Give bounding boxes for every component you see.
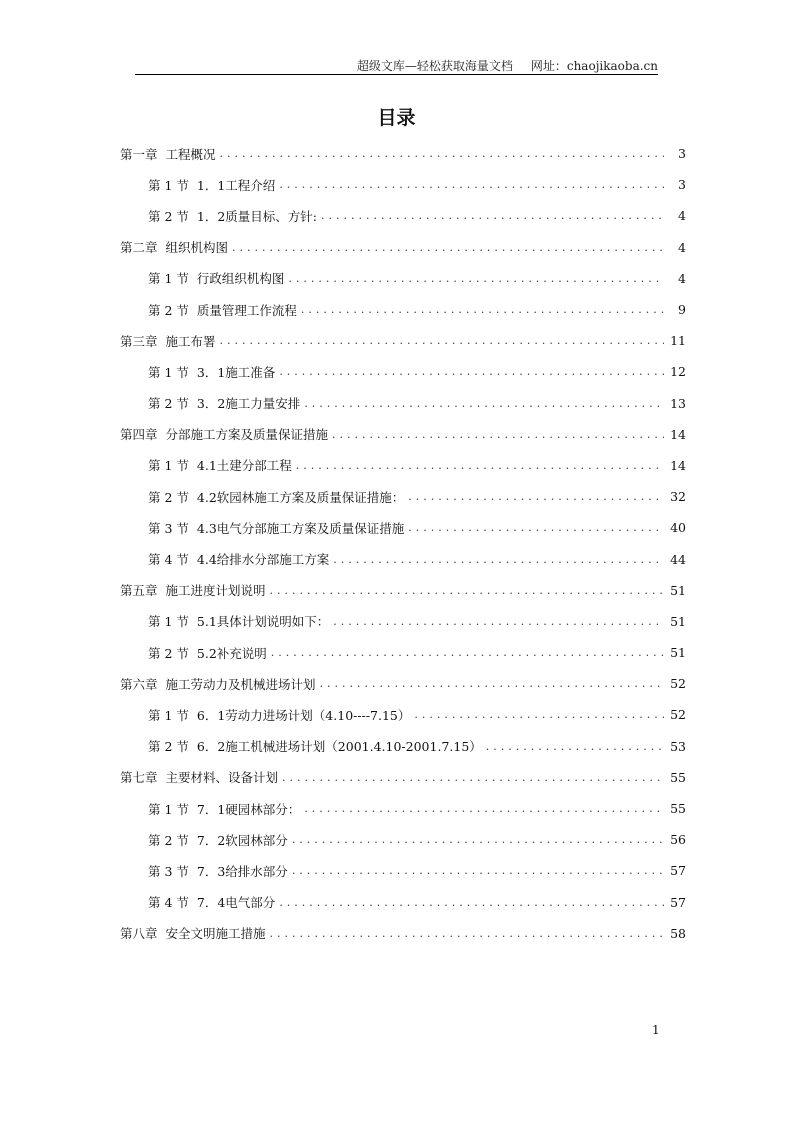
table-of-contents [120, 138, 686, 949]
header-site-url: 网址：chaojikaoba.cn [530, 59, 658, 73]
toc-entry-title: 1．2质量目标、方针: [196, 208, 318, 224]
toc-entry-label: 第 1 节 [148, 458, 189, 474]
toc-page-number: 51 [670, 645, 686, 661]
toc-chapter-entry[interactable] [120, 762, 686, 793]
toc-entry-label: 第 1 节 [148, 177, 189, 193]
toc-entry-text [148, 612, 329, 630]
toc-entry-text [148, 176, 275, 194]
toc-section-entry[interactable] [120, 699, 686, 730]
toc-section-entry[interactable] [120, 606, 686, 637]
toc-page-number: 3 [678, 177, 686, 193]
toc-dot-leader [220, 334, 664, 347]
toc-entry-title: 1．1工程介绍 [196, 177, 276, 193]
toc-entry-text [120, 768, 278, 786]
toc-entry-title: 5.2补充说明 [196, 645, 267, 661]
toc-entry-text [148, 800, 300, 818]
toc-entry-label: 第三章 [120, 333, 158, 349]
toc-entry-label: 第 2 节 [148, 489, 189, 505]
toc-entry-title: 7．2软园林部分 [196, 832, 288, 848]
toc-entry-text [148, 394, 300, 412]
toc-entry-text [148, 519, 404, 537]
toc-entry-title: 施工进度计划说明 [165, 583, 266, 599]
header-library-name: 超级文库—轻松获取海量文档 [356, 59, 513, 73]
toc-entry-text [148, 644, 267, 662]
toc-entry-label: 第五章 [120, 583, 158, 599]
toc-entry-title: 4.4给排水分部施工方案 [196, 552, 330, 568]
toc-page-number: 4 [678, 239, 686, 255]
toc-entry-label: 第二章 [120, 240, 158, 256]
toc-entry-label: 第六章 [120, 676, 158, 692]
toc-entry-title: 7．1硬园林部分： [196, 801, 301, 817]
toc-page-number: 9 [678, 302, 686, 318]
toc-dot-leader [270, 584, 664, 597]
toc-entry-text [148, 456, 292, 474]
toc-entry-text [148, 893, 275, 911]
toc-page-number: 52 [670, 676, 686, 692]
toc-dot-leader [292, 833, 664, 846]
toc-page-number: 11 [670, 333, 686, 349]
toc-entry-label: 第八章 [120, 926, 158, 942]
toc-entry-label: 第 1 节 [148, 707, 189, 723]
header-divider [135, 74, 658, 75]
toc-page-number: 14 [670, 457, 686, 473]
toc-page-number: 56 [670, 832, 686, 848]
toc-dot-leader [333, 615, 664, 628]
toc-entry-title: 3．2施工力量安排 [196, 396, 301, 412]
toc-dot-leader [279, 365, 664, 378]
toc-dot-leader [292, 864, 664, 877]
toc-page-number: 57 [670, 894, 686, 910]
toc-entry-title: 6．2施工机械进场计划（2001.4.10-2001.7.15） [196, 739, 482, 755]
toc-page-number: 32 [670, 489, 686, 505]
toc-page-number: 51 [670, 582, 686, 598]
toc-chapter-entry[interactable] [120, 918, 686, 949]
toc-dot-leader [301, 303, 664, 316]
toc-entry-label: 第 1 节 [148, 364, 189, 380]
toc-section-entry[interactable] [120, 543, 686, 574]
toc-dot-leader [270, 927, 664, 940]
toc-dot-leader [279, 896, 664, 909]
toc-section-entry[interactable] [120, 294, 686, 325]
toc-dot-leader [271, 646, 664, 659]
toc-dot-leader [304, 802, 664, 815]
toc-entry-title: 5.1具体计划说明如下： [196, 614, 330, 630]
toc-entry-title: 7．4电气部分 [196, 895, 276, 911]
toc-section-entry[interactable] [120, 169, 686, 200]
toc-entry-label: 第 2 节 [148, 396, 189, 412]
toc-entry-text [148, 862, 288, 880]
toc-entry-label: 第 3 节 [148, 863, 189, 879]
toc-entry-label: 第 2 节 [148, 739, 189, 755]
toc-entry-text [148, 488, 404, 506]
toc-entry-title: 施工劳动力及机械进场计划 [165, 676, 316, 692]
toc-dot-leader [333, 553, 664, 566]
toc-dot-leader [320, 677, 664, 690]
toc-page-number: 12 [670, 364, 686, 380]
toc-entry-title: 施工布署 [165, 333, 216, 349]
toc-entry-text [148, 363, 275, 381]
toc-entry-text [148, 301, 297, 319]
toc-page-number: 55 [670, 769, 686, 785]
toc-dot-leader [220, 147, 664, 160]
toc-entry-title: 3．1施工准备 [196, 364, 276, 380]
toc-section-entry[interactable] [120, 824, 686, 855]
toc-entry-label: 第 4 节 [148, 552, 189, 568]
toc-section-entry[interactable] [120, 855, 686, 886]
toc-dot-leader [321, 209, 664, 222]
toc-entry-text [148, 737, 482, 755]
toc-section-entry[interactable] [120, 887, 686, 918]
toc-entry-title: 质量管理工作流程 [196, 302, 297, 318]
toc-entry-label: 第七章 [120, 770, 158, 786]
toc-section-entry[interactable] [120, 450, 686, 481]
toc-section-entry[interactable] [120, 200, 686, 231]
toc-entry-label: 第 1 节 [148, 801, 189, 817]
toc-page-number: 13 [670, 395, 686, 411]
toc-entry-text [120, 425, 328, 443]
toc-chapter-entry[interactable] [120, 232, 686, 263]
toc-chapter-entry[interactable] [120, 668, 686, 699]
toc-entry-text [148, 706, 410, 724]
toc-entry-title: 分部施工方案及质量保证措施 [165, 427, 329, 443]
toc-entry-text [120, 924, 266, 942]
toc-page-number: 53 [670, 738, 686, 754]
toc-entry-label: 第一章 [120, 146, 158, 162]
toc-page-number: 52 [670, 707, 686, 723]
toc-dot-leader [332, 428, 664, 441]
toc-entry-label: 第四章 [120, 427, 158, 443]
toc-entry-text [120, 238, 228, 256]
toc-chapter-entry[interactable] [120, 325, 686, 356]
toc-page-number: 44 [670, 551, 686, 567]
toc-page-number: 51 [670, 613, 686, 629]
toc-section-entry[interactable] [120, 263, 686, 294]
toc-entry-text [148, 831, 288, 849]
toc-entry-text [148, 207, 317, 225]
toc-dot-leader [486, 740, 664, 753]
toc-entry-label: 第 2 节 [148, 832, 189, 848]
toc-entry-title: 6．1劳动力进场计划（4.10----7.15） [196, 707, 411, 723]
toc-section-entry[interactable] [120, 388, 686, 419]
toc-page-number: 14 [670, 426, 686, 442]
toc-entry-label: 第 2 节 [148, 208, 189, 224]
toc-entry-title: 4.2软园林施工方案及质量保证措施： [196, 489, 405, 505]
toc-chapter-entry[interactable] [120, 419, 686, 450]
toc-dot-leader [408, 521, 664, 534]
toc-entry-title: 7．3给排水部分 [196, 863, 288, 879]
toc-chapter-entry[interactable] [120, 138, 686, 169]
toc-title: 目录 [377, 107, 416, 129]
toc-entry-text [148, 269, 284, 287]
toc-page-number: 57 [670, 863, 686, 879]
toc-entry-text [120, 581, 266, 599]
toc-entry-text [148, 550, 329, 568]
page-number: 1 [652, 1023, 660, 1037]
toc-page-number: 3 [678, 146, 686, 162]
toc-entry-label: 第 1 节 [148, 271, 189, 287]
toc-dot-leader [282, 771, 664, 784]
toc-entry-text [120, 145, 216, 163]
toc-entry-title: 安全文明施工措施 [165, 926, 266, 942]
toc-dot-leader [279, 178, 664, 191]
toc-dot-leader [232, 241, 664, 254]
toc-entry-title: 4.1土建分部工程 [196, 458, 292, 474]
toc-dot-leader [288, 272, 664, 285]
toc-entry-label: 第 3 节 [148, 520, 189, 536]
toc-entry-title: 主要材料、设备计划 [165, 770, 279, 786]
toc-chapter-entry[interactable] [120, 575, 686, 606]
toc-entry-label: 第 1 节 [148, 614, 189, 630]
toc-dot-leader [408, 490, 664, 503]
toc-section-entry[interactable] [120, 512, 686, 543]
toc-dot-leader [304, 397, 664, 410]
toc-entry-title: 行政组织机构图 [196, 271, 285, 287]
toc-section-entry[interactable] [120, 731, 686, 762]
toc-page-number: 55 [670, 801, 686, 817]
toc-entry-title: 4.3电气分部施工方案及质量保证措施 [196, 520, 405, 536]
toc-entry-text [120, 332, 216, 350]
toc-entry-label: 第 2 节 [148, 302, 189, 318]
toc-page-number: 58 [670, 925, 686, 941]
toc-entry-label: 第 4 节 [148, 895, 189, 911]
toc-page-number: 40 [670, 520, 686, 536]
toc-section-entry[interactable] [120, 356, 686, 387]
toc-section-entry[interactable] [120, 637, 686, 668]
toc-entry-title: 组织机构图 [165, 240, 229, 256]
toc-entry-label: 第 2 节 [148, 645, 189, 661]
toc-section-entry[interactable] [120, 793, 686, 824]
toc-entry-title: 工程概况 [165, 146, 216, 162]
toc-page-number: 4 [678, 208, 686, 224]
toc-dot-leader [296, 459, 664, 472]
toc-section-entry[interactable] [120, 481, 686, 512]
toc-dot-leader [414, 708, 664, 721]
toc-page-number: 4 [678, 270, 686, 286]
page-header [357, 57, 658, 74]
toc-entry-text [120, 675, 316, 693]
